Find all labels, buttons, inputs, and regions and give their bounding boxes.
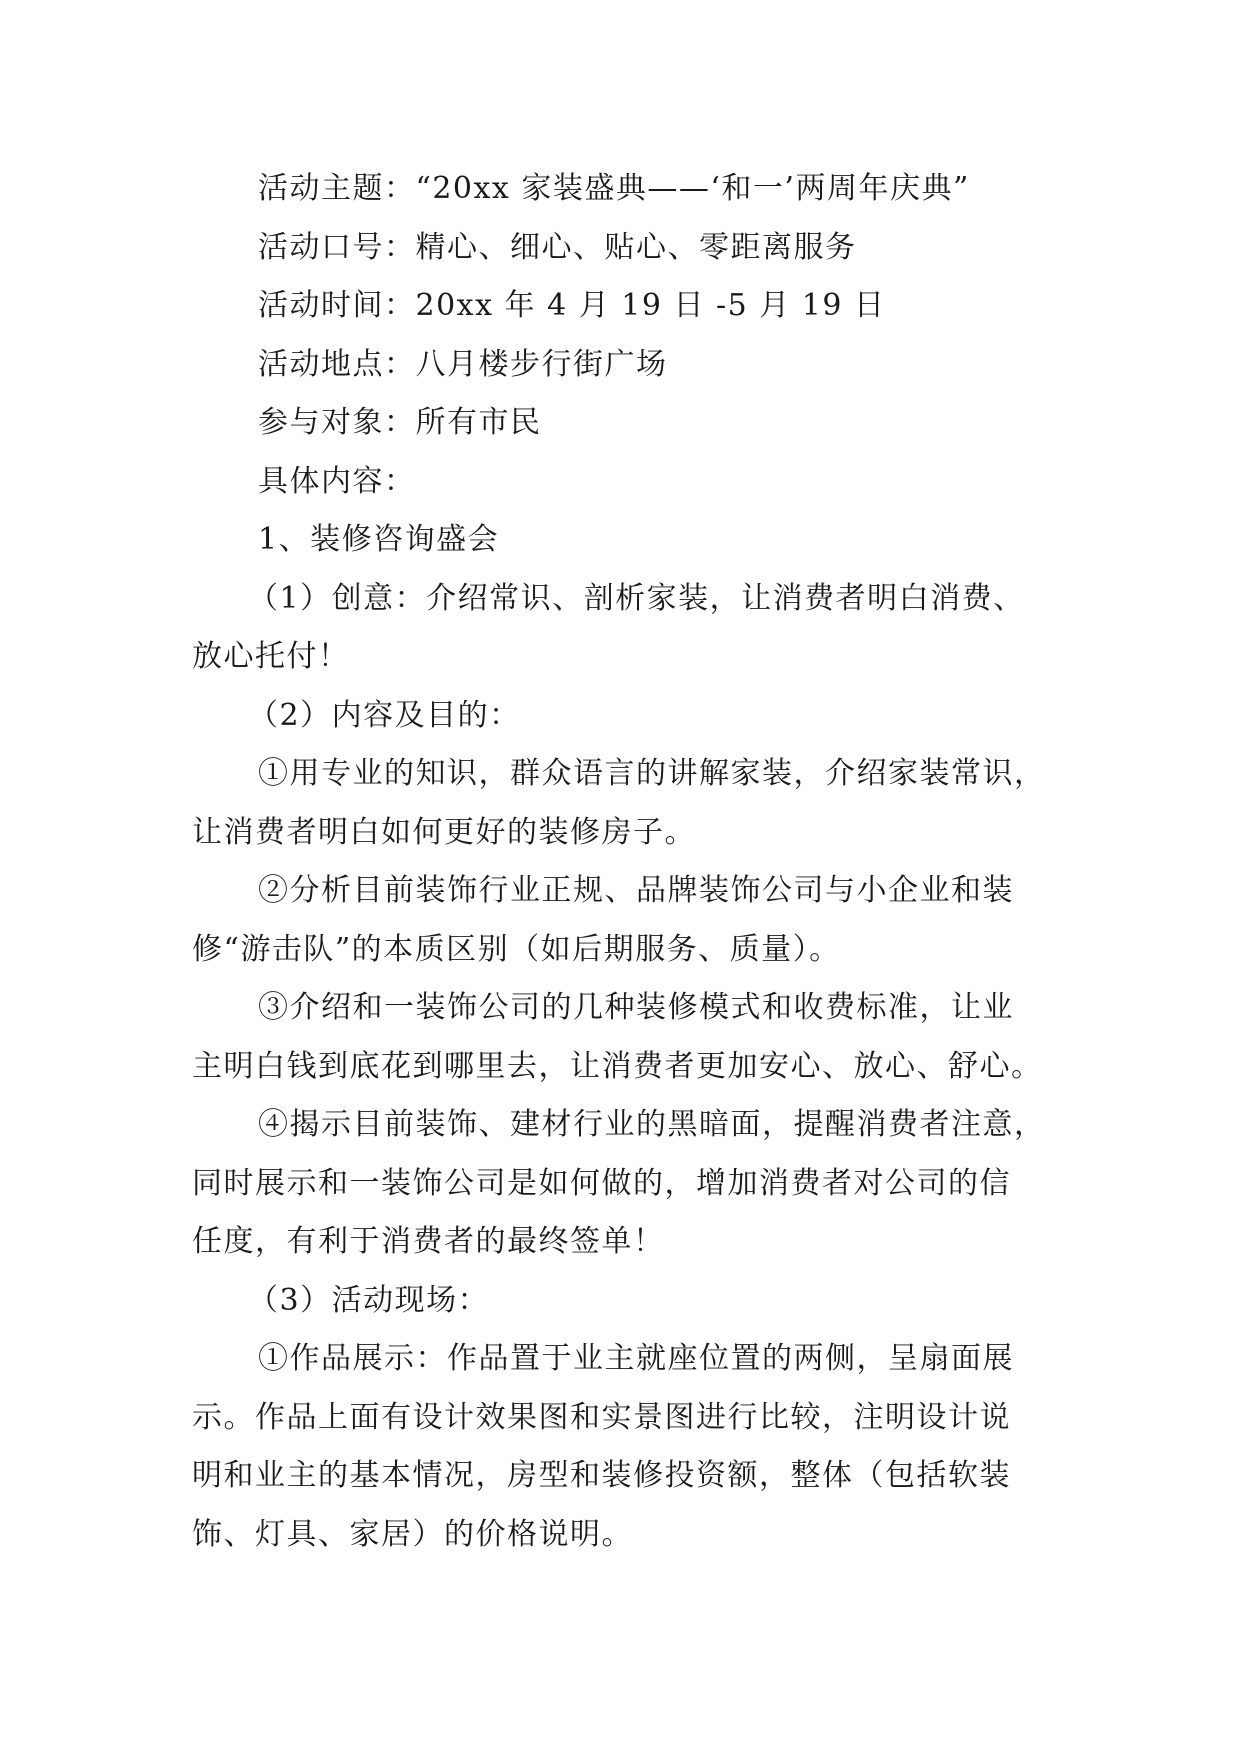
document-body: [192, 160, 1062, 1564]
activity-time-line: 活动时间：20xx 年 4 月 19 日 -5 月 19 日: [258, 288, 886, 323]
paragraph-line: ②分析目前装饰行业正规、品牌装饰公司与小企业和装: [258, 873, 1014, 908]
paragraph-line: 修“游击队”的本质区别（如后期服务、质量）。: [192, 931, 841, 967]
activity-theme-line: 活动主题：“20xx 家装盛典——‘和一’两周年庆典”: [258, 171, 970, 206]
paragraph-line: ①作品展示：作品置于业主就座位置的两侧，呈扇面展: [258, 1341, 1014, 1376]
paragraph-line: ③介绍和一装饰公司的几种装修模式和收费标准，让业: [258, 990, 1014, 1025]
paragraph-line: 示。作品上面有设计效果图和实景图进行比较，注明设计说: [192, 1399, 1011, 1435]
paragraph-line: ④揭示目前装饰、建材行业的黑暗面，提醒消费者注意，: [258, 1107, 1046, 1142]
activity-slogan-line: 活动口号：精心、细心、贴心、零距离服务: [258, 229, 857, 265]
paragraph-line: 任度，有利于消费者的最终签单！: [192, 1224, 665, 1259]
section-1-heading: 1、装修咨询盛会: [258, 522, 500, 557]
paragraph-line: 同时展示和一装饰公司是如何做的，增加消费者对公司的信: [192, 1165, 1011, 1201]
subsection-heading: （2）内容及目的：: [248, 697, 521, 733]
subsection-heading: （3）活动现场：: [248, 1282, 490, 1318]
paragraph-line: 让消费者明白如何更好的装修房子。: [192, 814, 696, 850]
participants-line: 参与对象：所有市民: [258, 405, 542, 440]
paragraph-line: 主明白钱到底花到哪里去，让消费者更加安心、放心、舒心。: [192, 1048, 1043, 1084]
paragraph-line: 明和业主的基本情况，房型和装修投资额，整体（包括软装: [192, 1458, 1011, 1493]
paragraph-line: 放心托付！: [192, 639, 350, 674]
paragraph-line: ①用专业的知识，群众语言的讲解家装，介绍家装常识，: [258, 756, 1046, 791]
details-heading: 具体内容：: [258, 463, 416, 499]
activity-location-line: 活动地点：八月楼步行街广场: [258, 346, 668, 382]
paragraph-line: 饰、灯具、家居）的价格说明。: [192, 1516, 633, 1552]
paragraph-line: （1）创意：介绍常识、剖析家装，让消费者明白消费、: [248, 580, 1025, 616]
